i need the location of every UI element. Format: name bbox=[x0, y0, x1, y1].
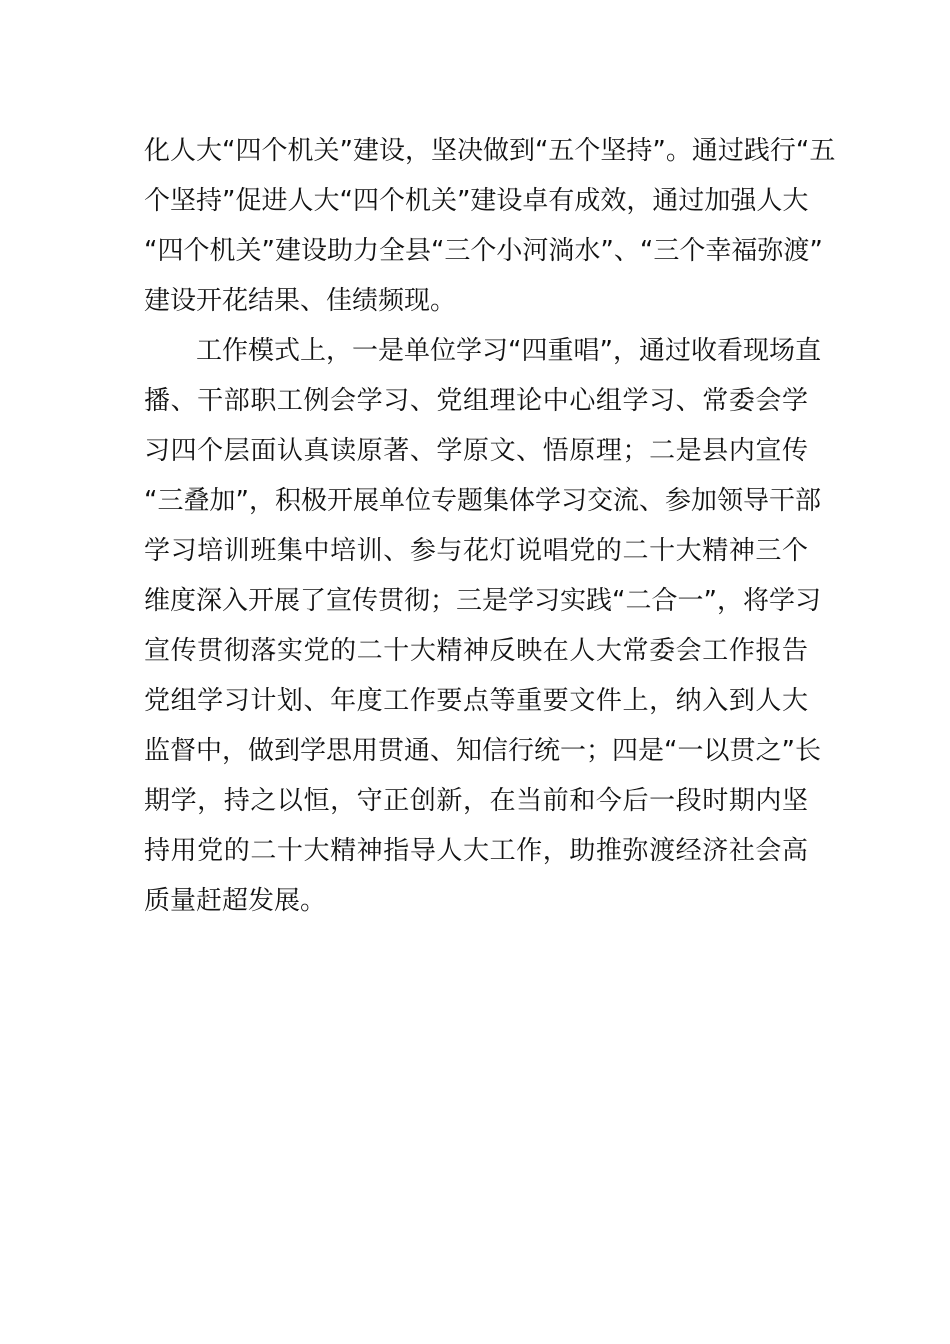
text-line: 化人大“四个机关”建设，坚决做到“五个坚持”。通过践行“五 bbox=[144, 136, 836, 166]
text-line: 党组学习计划、年度工作要点等重要文件上，纳入到人大 bbox=[144, 686, 808, 716]
text-line: 质量赶超发展。 bbox=[144, 886, 327, 916]
text-line: 工作模式上，一是单位学习“四重唱”，通过收看现场直 bbox=[196, 336, 821, 366]
text-line: 持用党的二十大精神指导人大工作，助推弥渡经济社会高 bbox=[144, 836, 808, 866]
text-line: “三叠加”，积极开展单位专题集体学习交流、参加领导干部 bbox=[144, 486, 821, 516]
text-line: 个坚持”促进人大“四个机关”建设卓有成效，通过加强人大 bbox=[144, 186, 809, 216]
text-line: 期学，持之以恒，守正创新，在当前和今后一段时期内坚 bbox=[144, 786, 808, 816]
document-body bbox=[144, 126, 836, 926]
text-line: 播、干部职工例会学习、党组理论中心组学习、常委会学 bbox=[144, 386, 808, 416]
text-line: 建设开花结果、佳绩频现。 bbox=[144, 286, 457, 316]
paragraph-continuation bbox=[144, 126, 836, 326]
text-line: 学习培训班集中培训、参与花灯说唱党的二十大精神三个 bbox=[144, 536, 808, 566]
text-line: 监督中，做到学思用贯通、知信行统一；四是“一以贯之”长 bbox=[144, 736, 821, 766]
text-line: 宣传贯彻落实党的二十大精神反映在人大常委会工作报告 bbox=[144, 636, 808, 666]
text-line: 习四个层面认真读原著、学原文、悟原理；二是县内宣传 bbox=[144, 436, 808, 466]
text-line: 维度深入开展了宣传贯彻；三是学习实践“二合一”，将学习 bbox=[144, 586, 821, 616]
paragraph-work-mode bbox=[144, 326, 821, 926]
text-line: “四个机关”建设助力全县“三个小河淌水”、“三个幸福弥渡” bbox=[144, 236, 823, 266]
